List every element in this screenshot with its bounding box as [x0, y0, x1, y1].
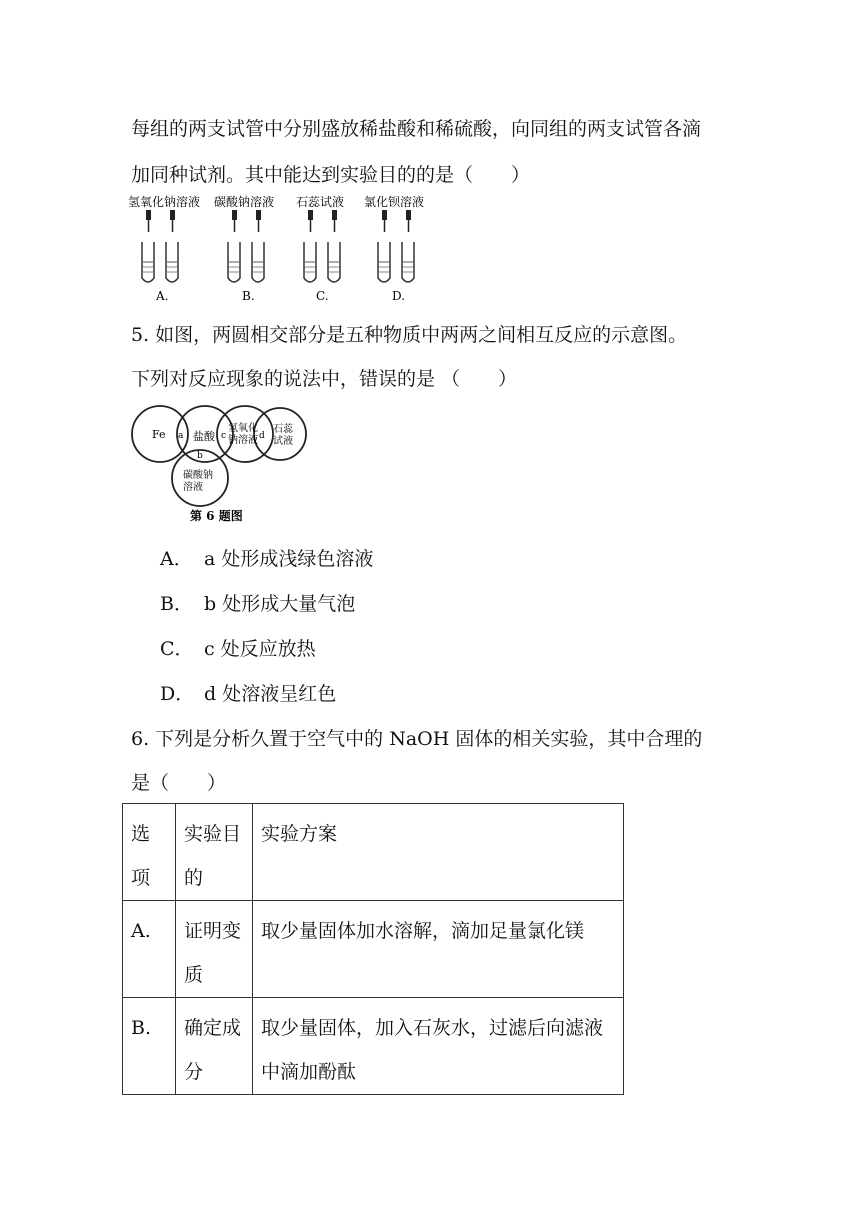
option-letter: B． — [160, 593, 193, 615]
mark-a: a — [178, 431, 184, 441]
option-text: d 处溶液呈红色 — [204, 683, 337, 705]
q4-text-line1: 每组的两支试管中分别盛放稀盐酸和稀硫酸，向同组的两支试管各滴 — [131, 118, 702, 140]
option-letter: D． — [160, 683, 195, 705]
experiment-table — [122, 803, 624, 1095]
cell-plan: 取少量固体，加入石灰水，过滤后向滤液中滴加酚酞 — [253, 998, 624, 1095]
tube-group-a — [128, 194, 200, 303]
figure-caption: 第 6 题图 — [190, 509, 243, 523]
cell-purpose: 证明变质 — [176, 901, 253, 998]
dropper-icon — [382, 210, 387, 232]
circle-label-na2co3-2: 溶液 — [183, 482, 203, 493]
tube-group-d — [364, 194, 424, 303]
cell-option: B. — [123, 998, 176, 1095]
cell-option: A. — [123, 901, 176, 998]
reagent-label-a: 氢氧化钠溶液 — [128, 195, 201, 209]
reagent-label-b: 碳酸钠溶液 — [214, 195, 275, 209]
cell-plan: 取少量固体加水溶解，滴加足量氯化镁 — [253, 901, 624, 998]
circle-label-na2co3-1: 碳酸钠 — [183, 470, 213, 481]
table-row — [123, 901, 624, 998]
circle-label-litmus-1: 石蕊 — [273, 424, 293, 435]
mark-c: c — [221, 431, 227, 441]
dropper-icon — [146, 210, 151, 232]
option-text: b 处形成大量气泡 — [204, 593, 356, 615]
header-purpose: 实验目的 — [176, 804, 253, 901]
tube-group-b — [214, 194, 274, 303]
q5-text-line2: 下列对反应现象的说法中，错误的是 （ ） — [131, 368, 518, 390]
q6-text-line1: 6. 下列是分析久置于空气中的 NaOH 固体的相关实验，其中合理的 — [131, 728, 703, 750]
option-text: a 处形成浅绿色溶液 — [204, 548, 374, 570]
option-label-d: D. — [392, 289, 406, 303]
option-label-b: B. — [242, 289, 255, 303]
q6-text-line2: 是（ ） — [131, 772, 227, 794]
option-label-c: C. — [316, 289, 329, 303]
q5-text-line1: 5. 如图，两圆相交部分是五种物质中两两之间相互反应的示意图。 — [131, 324, 688, 346]
dropper-icon — [170, 210, 175, 232]
circle-label-hcl: 盐酸 — [193, 430, 215, 443]
dropper-icon — [232, 210, 237, 232]
option-letter: C． — [160, 638, 194, 660]
dropper-icon — [406, 210, 411, 232]
option-letter: A． — [160, 548, 193, 570]
option-text: c 处反应放热 — [204, 638, 316, 660]
reagent-label-c: 石蕊试液 — [296, 195, 345, 209]
q4-text-line2: 加同种试剂。其中能达到实验目的的是（ ） — [131, 164, 531, 186]
mark-d: d — [259, 431, 265, 441]
table-row — [123, 998, 624, 1095]
dropper-icon — [308, 210, 313, 232]
option-label-a: A. — [156, 289, 169, 303]
q5-option-b — [160, 589, 355, 616]
tube-group-c — [296, 194, 344, 303]
q5-option-c — [160, 634, 316, 661]
mark-b: b — [197, 451, 203, 461]
table-header-row — [123, 804, 624, 901]
circle-label-litmus-2: 试液 — [273, 436, 293, 447]
circle-label-naoh-2: 钠溶液 — [228, 435, 258, 446]
q5-option-d — [160, 679, 336, 706]
circle-label-naoh-1: 氢氧化 — [228, 423, 258, 434]
intersecting-circles-figure — [130, 398, 315, 528]
reagent-label-d: 氯化钡溶液 — [364, 195, 425, 209]
test-tube-figure — [128, 192, 438, 304]
cell-purpose: 确定成分 — [176, 998, 253, 1095]
dropper-icon — [332, 210, 337, 232]
dropper-icon — [256, 210, 261, 232]
header-plan: 实验方案 — [253, 804, 624, 901]
circle-label-fe: Fe — [152, 428, 166, 441]
q5-option-a — [160, 544, 373, 571]
header-option: 选项 — [123, 804, 176, 901]
